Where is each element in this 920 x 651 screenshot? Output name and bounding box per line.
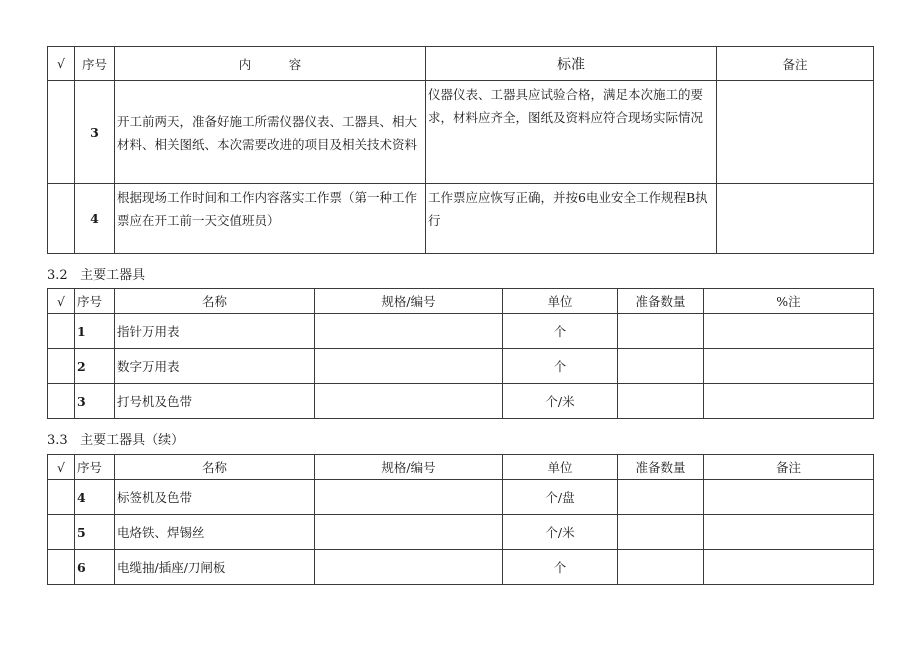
content-header: 内 容 bbox=[115, 47, 426, 81]
qty-cell bbox=[618, 480, 704, 515]
table-header-row bbox=[48, 455, 874, 480]
no-header: 序号 bbox=[75, 47, 115, 81]
unit-cell: 个 bbox=[503, 349, 618, 384]
table-row bbox=[48, 550, 874, 585]
spec-cell bbox=[315, 550, 503, 585]
unit-cell: 个/盘 bbox=[503, 480, 618, 515]
check-cell[interactable] bbox=[48, 515, 75, 550]
section-number: 3.2 bbox=[47, 268, 68, 283]
standard-cell: 工作票应应恢写正确，并按6电业安全工作规程B执行 bbox=[426, 184, 717, 254]
check-header: √ bbox=[48, 289, 75, 314]
section-title: 主要工器具 bbox=[80, 268, 146, 283]
name-cell: 标签机及色带 bbox=[115, 480, 315, 515]
remark-cell bbox=[717, 81, 874, 184]
qty-header: 准备数量 bbox=[618, 455, 704, 480]
remark-cell bbox=[704, 550, 874, 585]
remark-cell bbox=[704, 480, 874, 515]
remark-cell bbox=[704, 349, 874, 384]
qty-cell bbox=[618, 384, 704, 419]
name-cell: 电缆抽/插座/刀闸板 bbox=[115, 550, 315, 585]
qty-cell bbox=[618, 515, 704, 550]
check-header: √ bbox=[48, 47, 75, 81]
no-cell: 3 bbox=[75, 384, 115, 419]
remark-cell bbox=[704, 384, 874, 419]
spec-cell bbox=[315, 480, 503, 515]
remark-header: 备注 bbox=[717, 47, 874, 81]
qty-cell bbox=[618, 349, 704, 384]
unit-cell: 个 bbox=[503, 550, 618, 585]
spec-header: 规格/编号 bbox=[315, 289, 503, 314]
table-row bbox=[48, 81, 874, 184]
spec-header: 规格/编号 bbox=[315, 455, 503, 480]
table-header-row bbox=[48, 289, 874, 314]
name-header: 名称 bbox=[115, 289, 315, 314]
name-cell: 指针万用表 bbox=[115, 314, 315, 349]
no-cell: 4 bbox=[75, 184, 115, 254]
spec-cell bbox=[315, 384, 503, 419]
unit-cell: 个 bbox=[503, 314, 618, 349]
section-title: 主要工器具（续） bbox=[80, 433, 185, 448]
unit-cell: 个/米 bbox=[503, 515, 618, 550]
unit-header: 单位 bbox=[503, 455, 618, 480]
no-cell: 5 bbox=[75, 515, 115, 550]
spec-cell bbox=[315, 314, 503, 349]
qty-cell bbox=[618, 550, 704, 585]
table-row bbox=[48, 480, 874, 515]
tools-table bbox=[47, 288, 874, 419]
work-steps-table bbox=[47, 46, 874, 254]
no-cell: 2 bbox=[75, 349, 115, 384]
table-row bbox=[48, 184, 874, 254]
spec-cell bbox=[315, 349, 503, 384]
no-cell: 4 bbox=[75, 480, 115, 515]
name-cell: 数字万用表 bbox=[115, 349, 315, 384]
table-row bbox=[48, 384, 874, 419]
no-header: 序号 bbox=[75, 455, 115, 480]
check-cell[interactable] bbox=[48, 384, 75, 419]
remark-header: 备注 bbox=[704, 455, 874, 480]
no-header: 序号 bbox=[75, 289, 115, 314]
table-row bbox=[48, 349, 874, 384]
no-cell: 3 bbox=[75, 81, 115, 184]
content-cell: 根据现场工作时间和工作内容落实工作票（第一种工作票应在开工前一天交值班员） bbox=[115, 184, 426, 254]
table-row bbox=[48, 515, 874, 550]
unit-cell: 个/米 bbox=[503, 384, 618, 419]
check-cell[interactable] bbox=[48, 550, 75, 585]
remark-cell bbox=[704, 314, 874, 349]
check-cell[interactable] bbox=[48, 314, 75, 349]
check-cell[interactable] bbox=[48, 184, 75, 254]
standard-cell: 仪器仪表、工器具应试验合格，满足本次施工的要求，材料应齐全，图纸及资料应符合现场实际情况 bbox=[426, 81, 717, 184]
no-cell: 1 bbox=[75, 314, 115, 349]
table-row bbox=[48, 314, 874, 349]
name-header: 名称 bbox=[115, 455, 315, 480]
check-header: √ bbox=[48, 455, 75, 480]
remark-cell bbox=[717, 184, 874, 254]
name-cell: 打号机及色带 bbox=[115, 384, 315, 419]
remark-header: %注 bbox=[704, 289, 874, 314]
tools-continued-table bbox=[47, 454, 874, 585]
qty-header: 准备数量 bbox=[618, 289, 704, 314]
no-cell: 6 bbox=[75, 550, 115, 585]
check-cell[interactable] bbox=[48, 480, 75, 515]
section-heading-3-3 bbox=[47, 429, 184, 448]
check-cell[interactable] bbox=[48, 349, 75, 384]
table-header-row bbox=[48, 47, 874, 81]
spec-cell bbox=[315, 515, 503, 550]
qty-cell bbox=[618, 314, 704, 349]
section-heading-3-2 bbox=[47, 264, 145, 283]
content-cell: 开工前两天，准备好施工所需仪器仪表、工器具、相大材料、相关图纸、本次需要改进的项目及相关技术资料 bbox=[115, 81, 426, 184]
section-number: 3.3 bbox=[47, 433, 68, 448]
unit-header: 单位 bbox=[503, 289, 618, 314]
remark-cell bbox=[704, 515, 874, 550]
check-cell[interactable] bbox=[48, 81, 75, 184]
name-cell: 电烙铁、焊锡丝 bbox=[115, 515, 315, 550]
standard-header: 标准 bbox=[426, 47, 717, 81]
